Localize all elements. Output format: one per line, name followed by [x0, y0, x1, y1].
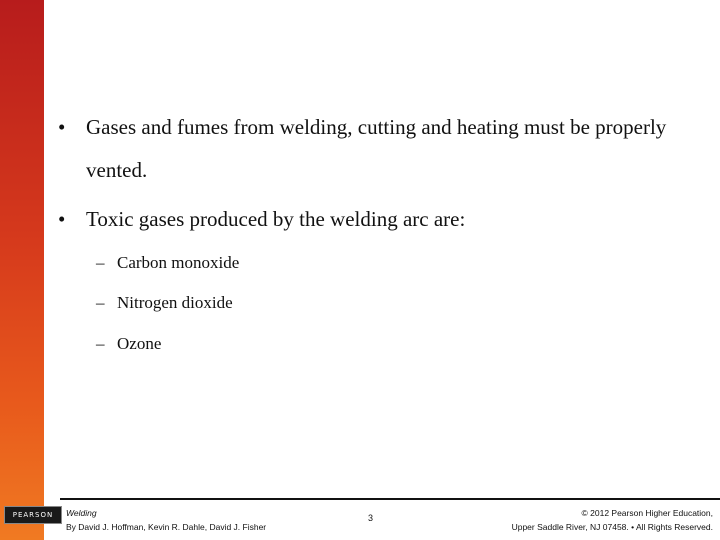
- footer-divider: [60, 498, 720, 500]
- bullet-marker: •: [58, 115, 66, 139]
- copyright-line-2: Upper Saddle River, NJ 07458. • All Rights Reserved.: [511, 522, 713, 532]
- sub-item-text: Carbon monoxide: [117, 253, 240, 272]
- bullet-text: Toxic gases produced by the welding arc are:: [86, 207, 466, 231]
- page-number: 3: [368, 513, 374, 523]
- pearson-logo: PEARSON: [4, 506, 62, 524]
- copyright-line-1: © 2012 Pearson Higher Education,: [581, 508, 713, 518]
- book-title: Welding: [66, 508, 97, 518]
- book-authors: By David J. Hoffman, Kevin R. Dahle, David J. Fisher: [66, 522, 267, 532]
- sub-item-text: Nitrogen dioxide: [117, 293, 233, 312]
- bullet-text: Gases and fumes from welding, cutting and heating must be properly vented.: [86, 115, 667, 182]
- footer-citation: [66, 506, 266, 534]
- footer-copyright: [512, 506, 713, 534]
- dash-marker: –: [96, 293, 105, 312]
- dash-marker: –: [96, 334, 105, 353]
- sub-item-text: Ozone: [117, 334, 162, 353]
- dash-marker: –: [96, 253, 105, 272]
- bullet-marker: •: [58, 207, 66, 231]
